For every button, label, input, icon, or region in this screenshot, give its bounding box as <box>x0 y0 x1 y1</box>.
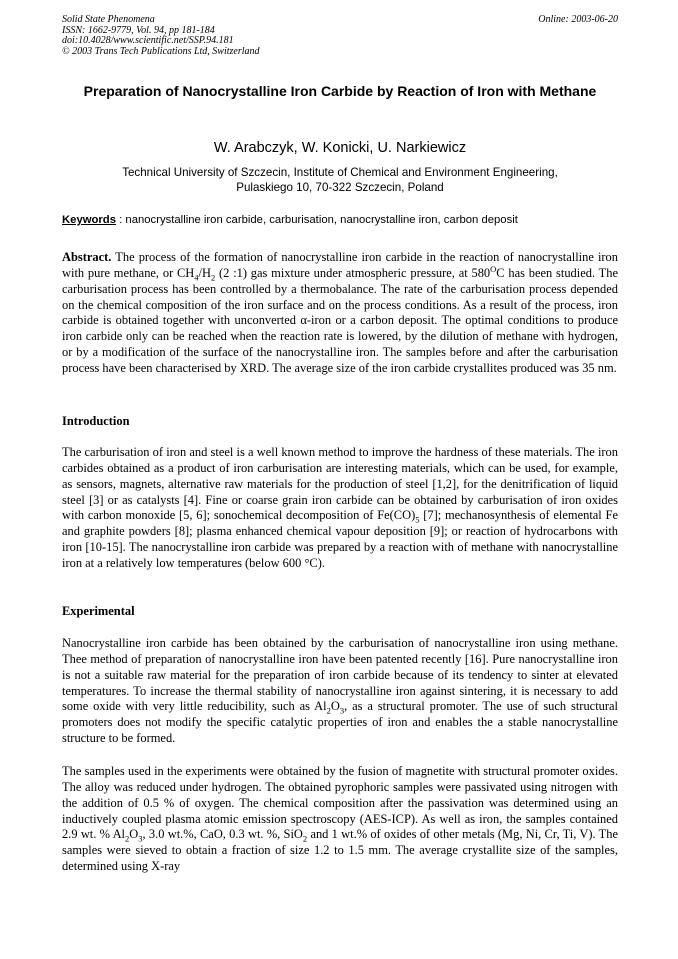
keywords-separator: : <box>116 214 126 226</box>
keywords-line <box>62 213 618 227</box>
author-affiliation <box>62 166 618 195</box>
introduction-paragraph <box>62 445 618 572</box>
affiliation-line-2: Pulaskiego 10, 70-322 Szczecin, Poland <box>236 180 444 194</box>
journal-header <box>62 15 618 57</box>
paper-title: Preparation of Nanocrystalline Iron Carbide by Reaction of Iron with Methane <box>83 83 597 99</box>
journal-copyright: © 2003 Trans Tech Publications Ltd, Switzerland <box>62 45 260 57</box>
keywords-label: Keywords <box>62 214 116 226</box>
experimental-p1-sub-2: 3 <box>339 705 345 716</box>
experimental-p1-text-3: , as a structural promoter. The use of such structural promoters does not modify the specific catalytic properties of iron and enables the a stable nanocrystalline structure to be formed. <box>62 699 618 746</box>
experimental-p1-sub-1: 2 <box>326 705 331 716</box>
experimental-heading: Experimental <box>62 604 135 618</box>
abstract-text-2: /H <box>198 265 211 280</box>
introduction-sub-1: 5 <box>415 514 420 525</box>
experimental-p2-text-3: , 3.0 wt.%, CaO, 0.3 wt. %, SiO <box>142 827 303 842</box>
experimental-paragraph-1 <box>62 636 618 747</box>
experimental-p2-sub-3: 2 <box>302 833 308 844</box>
experimental-p2-sub-2: 3 <box>138 833 143 844</box>
abstract-text-4: C has been studied. The carburisation process has been controlled by a thermobalance. The rate of the carburisation process depended on the chemical composition of the iron surface and on the process conditions. As a result of the process, iron carbide is obtained together with unconverted α-iron or a carbon deposit. The optimal conditions to produce iron carbide only can be reached when the reaction rate is lowered, by the dilution of methane with hydrogen, or by a modification of the surface of the nanocrystalline iron. The samples before and after the carburisation process have been characterised by XRD. The average size of the iron carbide crystallites produced was 35 nm. <box>62 265 618 375</box>
paper-authors: W. Arabczyk, W. Konicki, U. Narkiewicz <box>213 140 467 156</box>
journal-name: Solid State Phenomena <box>62 14 155 25</box>
affiliation-line-1: Technical University of Szczecin, Institute of Chemical and Environment Engineering, <box>122 166 558 179</box>
keywords-text: nanocrystalline iron carbide, carburisation, nanocrystalline iron, carbon deposit <box>125 214 518 226</box>
experimental-p2-sub-1: 2 <box>125 833 130 844</box>
journal-issn: ISSN: 1662-9779, Vol. 94, pp 181-184 <box>62 24 215 36</box>
experimental-p2-text-4: and 1 wt.% of oxides of other metals (Mg, Ni, Cr, Ti, V). The samples were sieved to obtain a fraction of size 1.2 to 1.5 mm. The average crystallite size of the samples, determined using X-ray <box>62 827 619 874</box>
journal-doi: doi:10.4028/www.scientific.net/SSP.94.181 <box>62 35 234 47</box>
abstract-text-1: The process of the formation of nanocrystalline iron carbide in the reaction of nanocrystalline iron with pure methane, or CH <box>62 250 618 280</box>
experimental-p2-text-1: The samples used in the experiments were obtained by the fusion of magnetite with structural promoter oxides. The alloy was reduced under hydrogen. The obtained pyrophoric samples were passivated using nitrogen with the addition of 0.5 % of oxygen. The chemical composition after the passivation was determined using an inductively coupled plasma atomic emission spectroscopy (AES-ICP). As well as iron, the samples contained 2.9 wt. % Al <box>62 764 618 842</box>
experimental-p1-text-2: O <box>330 699 340 714</box>
abstract-label: Abstract. <box>62 250 112 264</box>
experimental-p1-text-1: Nanocrystalline iron carbide has been obtained by the carburisation of nanocrystalline iron using methane. Thee method of preparation of nanocrystalline iron have been patented recently [16]. Pure nanocrystalline iron is not a suitable raw material for the preparation of iron carbide because of its tendency to sinter at elevated temperatures. To increase the thermal stability of nanocrystalline iron against sintering, it is necessary to add some oxide with very little reducibility, such as Al <box>62 636 618 714</box>
online-date: Online: 2003-06-20 <box>538 14 618 25</box>
abstract-text-3: (2 :1) gas mixture under atmospheric pressure, at 580 <box>215 265 491 280</box>
introduction-text-2: [7]; mechanosynthesis of elemental Fe and graphite powders [8]; plasma enhanced chemical vapour deposition [9]; or reaction of hydrocarbons with iron [10-15]. The nanocrystalline iron carbide was prepared by a reaction with of methane with nanocrystalline iron at a relatively low temperatures (below 600 °C). <box>62 508 618 570</box>
abstract-sub-1: 4 <box>194 272 199 283</box>
introduction-text-1: The carburisation of iron and steel is a well known method to improve the hardness of these materials. The iron carbides obtained as a product of iron carburisation are interesting materials, which can be used, for example, as sensors, magnets, alternative raw materials for the production of steel [1,2], for the denitrification of liquid steel [3] or as catalysts [4]. Fine or coarse grain iron carbide can be obtained by carburisation of iron oxides with carbon monoxide [5, 6]; sonochemical decomposition of Fe(CO) <box>62 445 618 523</box>
abstract-sub-2: 2 <box>210 272 216 283</box>
experimental-p2-text-2: O <box>129 827 139 842</box>
abstract-paragraph <box>62 250 618 377</box>
introduction-heading: Introduction <box>62 414 130 428</box>
experimental-paragraph-2 <box>62 764 618 875</box>
abstract-sup-1: O <box>490 263 497 274</box>
